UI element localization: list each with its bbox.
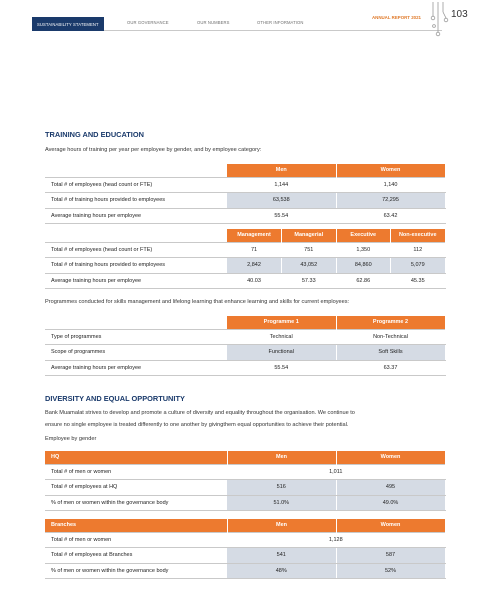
column-header: Executive — [336, 229, 391, 242]
row-label: Total # of men or women — [45, 464, 227, 480]
tab-sustainability-statement[interactable]: SUSTAINABILITY STATEMENT — [32, 17, 104, 31]
table-row — [45, 242, 445, 258]
table-cell: 63.42 — [336, 208, 445, 224]
table-cell: 55.54 — [227, 360, 336, 376]
column-header: Men — [227, 519, 336, 532]
row-label: Total # of employees at HQ — [45, 480, 227, 496]
table-cell: 51.0% — [227, 495, 336, 511]
table-cell: 1,128 — [227, 532, 445, 548]
report-label: ANNUAL REPORT 2021 — [372, 15, 421, 20]
row-label: Total # of training hours provided to employees — [45, 193, 227, 209]
table-cell: 587 — [336, 548, 445, 564]
column-header: Women — [336, 451, 445, 464]
table-cell: Soft Skills — [336, 345, 445, 361]
table-cell: 63.37 — [336, 360, 445, 376]
column-header: Women — [336, 164, 445, 177]
row-label: Type of programmes — [45, 329, 227, 345]
table-row — [45, 193, 445, 209]
table-cell: 2,842 — [227, 258, 282, 274]
table-row — [45, 464, 445, 480]
table-cell: 63,538 — [227, 193, 336, 209]
table-cell: Non-Technical — [336, 329, 445, 345]
row-label: Total # of training hours provided to employees — [45, 258, 227, 274]
table-row — [45, 548, 445, 564]
table-row — [45, 273, 445, 289]
table-cell: 52% — [336, 563, 445, 579]
column-header: Men — [227, 451, 336, 464]
table-cell: 40.03 — [227, 273, 282, 289]
table-cell: 751 — [282, 242, 337, 258]
section-title-training: TRAINING AND EDUCATION — [45, 130, 144, 139]
table-row — [45, 360, 445, 376]
table-cell: Technical — [227, 329, 336, 345]
table-cell: 45.35 — [391, 273, 446, 289]
table-cell: 1,011 — [227, 464, 445, 480]
row-label: Average training hours per employee — [45, 360, 227, 376]
table-row — [45, 208, 445, 224]
training-by-gender-table — [45, 164, 446, 224]
table-cell: 1,144 — [227, 177, 336, 193]
circuit-decoration-icon — [429, 2, 449, 46]
table-cell: 71 — [227, 242, 282, 258]
table-cell: 48% — [227, 563, 336, 579]
row-label: % of men or women within the governance body — [45, 495, 227, 511]
training-by-category-table — [45, 229, 446, 289]
hq-gender-table — [45, 451, 446, 511]
table-cell: 84,860 — [336, 258, 391, 274]
table-row — [45, 345, 445, 361]
employee-by-gender-label: Employee by gender — [45, 436, 97, 442]
row-label: Total # of employees (head count or FTE) — [45, 177, 227, 193]
tab-other-information[interactable]: OTHER INFORMATION — [257, 20, 304, 25]
branches-gender-table — [45, 519, 446, 579]
table-cell: 5,079 — [391, 258, 446, 274]
table-cell: 49.0% — [336, 495, 445, 511]
table-cell: Functional — [227, 345, 336, 361]
table-cell: 72,295 — [336, 193, 445, 209]
row-label: Total # of employees at Branches — [45, 548, 227, 564]
table-header-hq: HQ — [45, 451, 227, 464]
row-label: Total # of men or women — [45, 532, 227, 548]
table-cell: 57.33 — [282, 273, 337, 289]
column-header: Programme 2 — [336, 316, 445, 329]
table-row — [45, 258, 445, 274]
paragraph-line: ensure no single employee is treated differently to one another by givingthem equal opportunities to achieve their potential. — [45, 421, 349, 428]
training-intro: Average hours of training per year per employee by gender, and by employee category: — [45, 147, 262, 153]
table-cell: 1,350 — [336, 242, 391, 258]
column-header: Programme 1 — [227, 316, 336, 329]
table-cell: 55.54 — [227, 208, 336, 224]
paragraph-line: Bank Muamalat strives to develop and promote a culture of diversity and equality throughout the organisation. We continue to — [45, 410, 355, 416]
table-cell: 495 — [336, 480, 445, 496]
row-label: Scope of programmes — [45, 345, 227, 361]
table-cell: 516 — [227, 480, 336, 496]
table-row — [45, 495, 445, 511]
table-row — [45, 177, 445, 193]
row-label: % of men or women within the governance body — [45, 563, 227, 579]
column-header: Managerial — [282, 229, 337, 242]
page-number: 103 — [451, 9, 468, 20]
section-title-diversity: DIVERSITY AND EQUAL OPPORTUNITY — [45, 394, 185, 403]
table-row — [45, 563, 445, 579]
row-label: Average training hours per employee — [45, 208, 227, 224]
column-header: Men — [227, 164, 336, 177]
table-cell: 112 — [391, 242, 446, 258]
table-header-branches: Branches — [45, 519, 227, 532]
row-label: Total # of employees (head count or FTE) — [45, 242, 227, 258]
table-row — [45, 329, 445, 345]
programmes-table — [45, 316, 446, 376]
column-header: Management — [227, 229, 282, 242]
row-label: Average training hours per employee — [45, 273, 227, 289]
column-header: Non-executive — [391, 229, 446, 242]
diversity-paragraph — [45, 408, 445, 431]
table-row — [45, 480, 445, 496]
table-cell: 62.86 — [336, 273, 391, 289]
table-cell: 43,052 — [282, 258, 337, 274]
table-row — [45, 532, 445, 548]
column-header: Women — [336, 519, 445, 532]
tab-our-governance[interactable]: OUR GOVERNANCE — [127, 20, 169, 25]
programmes-intro: Programmes conducted for skills management and lifelong learning that enhance learning and skills for current employees: — [45, 299, 350, 305]
tab-our-numbers[interactable]: OUR NUMBERS — [197, 20, 230, 25]
table-cell: 1,140 — [336, 177, 445, 193]
table-cell: 541 — [227, 548, 336, 564]
